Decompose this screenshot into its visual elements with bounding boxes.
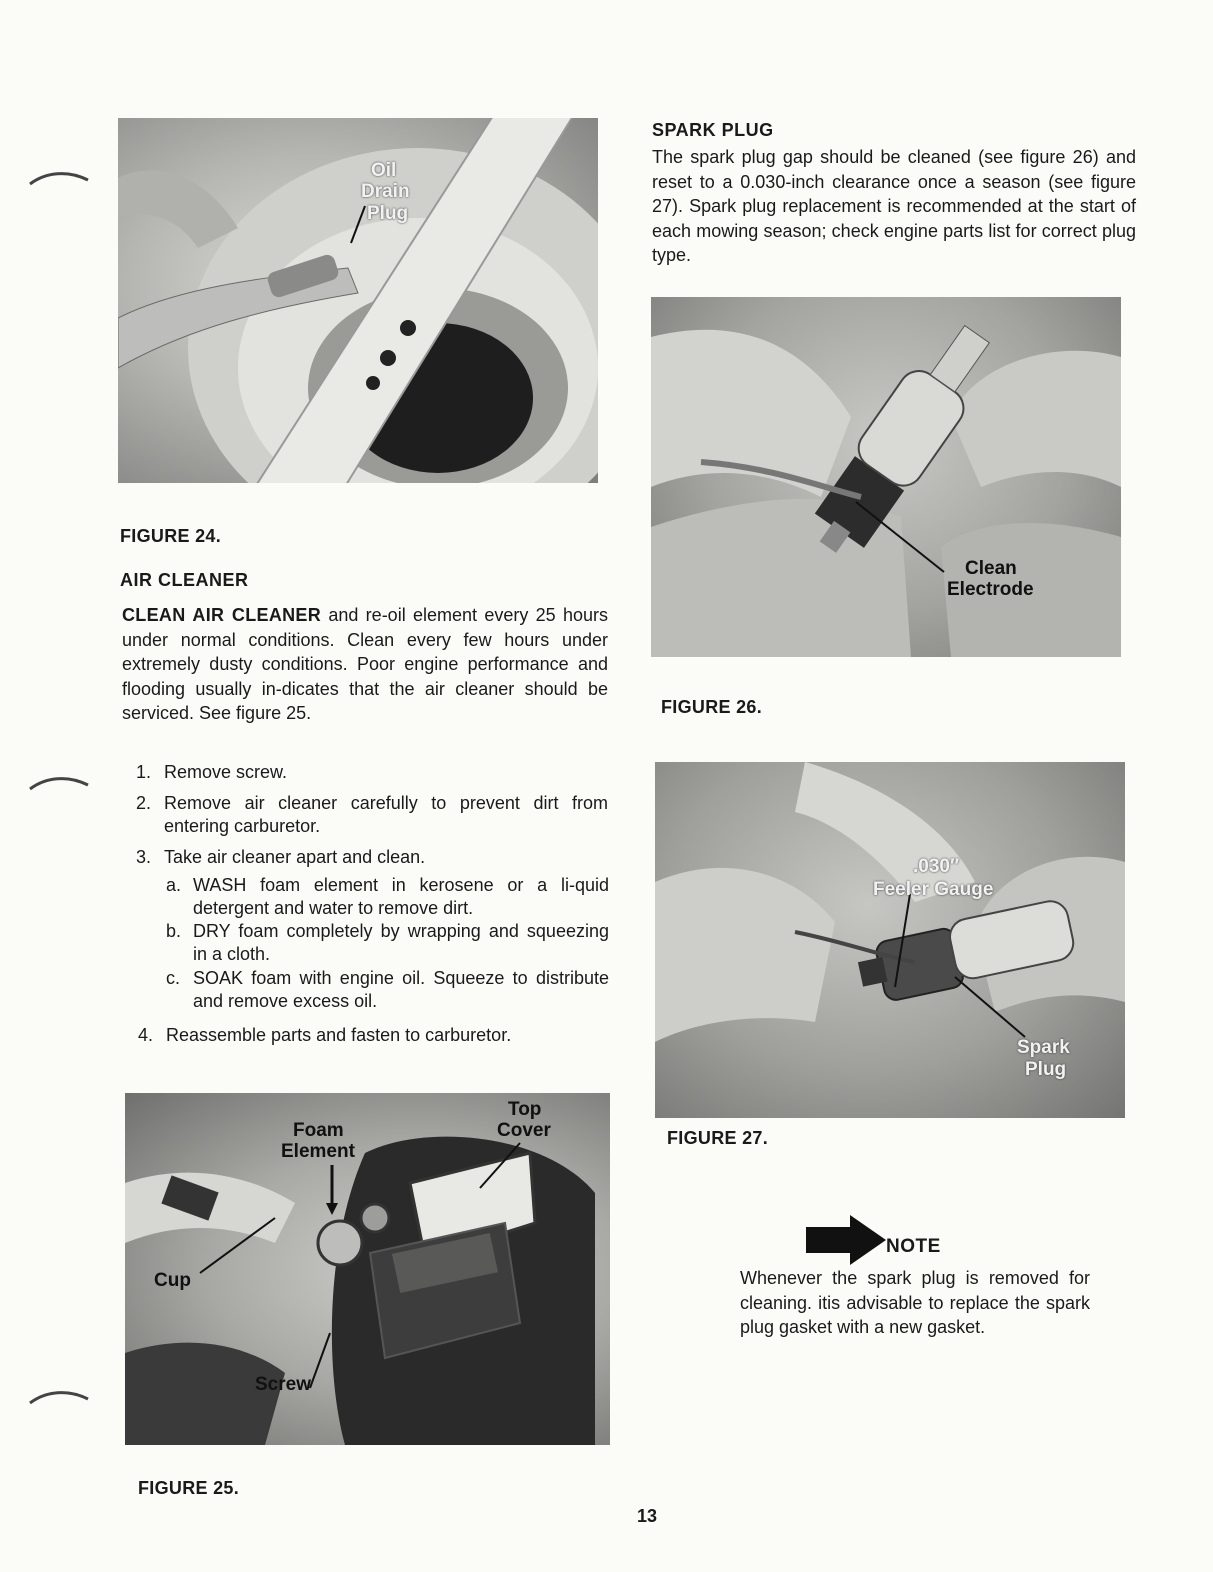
spark-plug-heading: SPARK PLUG [652,120,774,140]
figure-24-label-drain: Drain [361,181,410,202]
figure-26-label-electrode: Electrode [947,579,1034,600]
figure-25-label-cover: Cover [497,1120,551,1141]
figure-27-photo [655,762,1125,1118]
figure-24-label-plug: Plug [367,203,409,224]
step-number: 1. [136,762,152,782]
substep-letter: c. [166,968,181,988]
figure-27-label-gauge: Feeler Gauge [873,879,994,900]
figure-24-label-oil: Oil [371,160,397,181]
margin-mark [28,168,90,188]
figure-26-label-clean: Clean [965,558,1017,579]
figure-25-label-cup: Cup [154,1270,191,1291]
air-cleaner-intro-bold: CLEAN AIR CLEANER [122,605,322,625]
step-1 [136,761,608,785]
step-3 [136,846,608,870]
spark-plug-text: The spark plug gap should be cleaned (see figure 26) and reset to a 0.030-inch clearance once a season (see figure 27). Spark plug replacement is recommended at the start of each mowing season; check engine parts list for correct plug type. [652,147,1136,265]
air-cleaner-heading: AIR CLEANER [120,570,249,590]
substep-text: SOAK foam with engine oil. Squeeze to distribute and remove excess oil. [193,968,609,1011]
figure-27-caption: FIGURE 27. [667,1128,769,1148]
figure-27-label-plug: Plug [1025,1059,1067,1080]
step-text: Remove air cleaner carefully to prevent dirt from entering carburetor. [164,793,608,836]
margin-mark [28,773,90,793]
note-arrow-icon [806,1215,886,1265]
margin-mark [28,1387,90,1407]
figure-25-caption: FIGURE 25. [138,1478,240,1498]
figure-25-label-foam: Foam [293,1120,344,1141]
substep-b [166,920,609,968]
step-2 [136,792,608,840]
figure-25-label-element: Element [281,1141,355,1162]
substep-text: WASH foam element in kerosene or a li-quid detergent and water to remove dirt. [193,875,609,918]
figure-24-caption: FIGURE 24. [120,526,222,546]
substep-c [166,967,609,1015]
step-text: Take air cleaner apart and clean. [164,847,426,867]
figure-27-label-gap: .030″ [913,856,960,877]
step-number: 3. [136,847,152,867]
figure-26-photo [651,297,1121,657]
figure-25-illustration [125,1093,610,1445]
figure-26-caption: FIGURE 26. [661,697,763,717]
step-number: 4. [138,1025,154,1045]
figure-24-photo [118,118,598,483]
step-4 [138,1024,610,1048]
figure-24-illustration [118,118,598,483]
note-text: Whenever the spark plug is removed for cleaning. itis advisable to replace the spark plug gasket with a new gasket. [740,1268,1090,1337]
air-cleaner-intro [122,603,608,726]
figure-26-illustration [651,297,1121,657]
substep-letter: b. [166,921,182,941]
substep-letter: a. [166,875,182,895]
step-text: Remove screw. [164,762,288,782]
figure-25-label-top: Top [508,1099,542,1120]
figure-25-label-screw: Screw [255,1374,311,1395]
step-number: 2. [136,793,152,813]
substep-text: DRY foam completely by wrapping and squeezing in a cloth. [193,921,609,964]
note-title: NOTE [886,1236,941,1257]
substep-a [166,874,609,922]
figure-25-photo [125,1093,610,1445]
step-text: Reassemble parts and fasten to carburetor. [166,1025,512,1045]
figure-27-label-spark: Spark [1017,1037,1070,1058]
air-cleaner-intro-text: and re-oil element every 25 hours under normal conditions. Clean every few hours under extremely dusty conditions. Poor engine performance and flooding usually in-dicates that the air cleaner should be serviced. See figure 25. [122,605,608,723]
page-number: 13 [637,1506,658,1526]
